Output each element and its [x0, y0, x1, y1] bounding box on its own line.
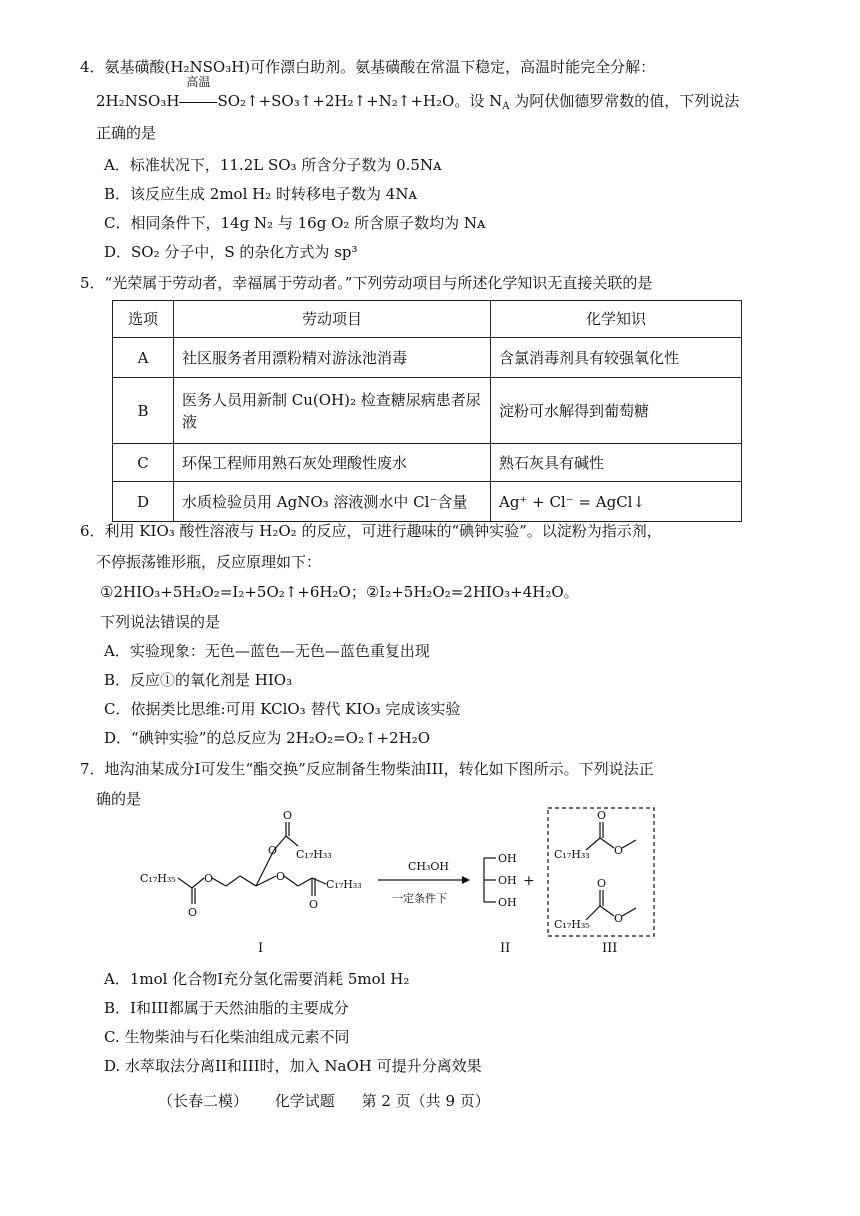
q7-option-a: A．1mol 化合物I充分氢化需要消耗 5mol H₂ [104, 970, 410, 988]
q5-table-header-row [113, 301, 742, 338]
q5-row-c-task: 环保工程师用熟石灰处理酸性废水 [174, 444, 491, 482]
q7-option-b: B．I和III都属于天然油脂的主要成分 [104, 999, 349, 1017]
compound-1-chain-c17h33-right: C₁₇H₃₃ [326, 878, 362, 891]
compound-1-chain-c17h35: C₁₇H₃₅ [140, 872, 176, 885]
q4-reaction-left: 2H₂NSO₃H [96, 92, 180, 110]
q4-option-a: A．标准状况下，11.2L SO₃ 所含分子数为 0.5Nᴀ [104, 156, 442, 174]
q5-row-d-task: 水质检验员用 AgNO₃ 溶液测水中 Cl⁻含量 [174, 482, 491, 522]
q4-stem-line1: 4．氨基磺酸(H₂NSO₃H)可作漂白助剂。氨基磺酸在常温下稳定，高温时能完全分解： [80, 58, 656, 76]
q5-table-row [113, 444, 742, 482]
q4-reaction-condition: 高温 [186, 75, 211, 89]
compound-1-ester-o-3: O [276, 870, 286, 883]
q5-row-b-knowledge: 淀粉可水解得到葡萄糖 [491, 378, 742, 444]
footer-subject: 化学试题 [274, 1092, 335, 1110]
compound-1-ester-o-1: O [204, 872, 214, 885]
q5-row-b-task: 医务人员用新制 Cu(OH)₂ 检查糖尿病患者尿液 [174, 378, 491, 444]
q5-row-a-option: A [113, 338, 174, 378]
q4-reaction-arrow [179, 75, 217, 112]
q5-header-task: 劳动项目 [174, 301, 491, 338]
footer-page-number: 第 2 页（共 9 页） [361, 1092, 490, 1110]
footer-source: （长春二模） [158, 1092, 249, 1110]
compound-1-carbonyl-o-3: O [309, 898, 319, 911]
page-footer [158, 1090, 512, 1111]
compound-2-oh-2: OH [498, 874, 517, 887]
compound-3-carbonyl-o-2: O [597, 877, 607, 890]
q6-option-c: C．依据类比思维:可用 KClO₃ 替代 KIO₃ 完成该实验 [104, 700, 461, 718]
q4-na-subscript: A [502, 101, 510, 112]
q5-row-d-knowledge: Ag⁺ + Cl⁻ = AgCl↓ [491, 482, 742, 522]
compound-1-carbonyl-o-1: O [188, 906, 198, 919]
q5-row-a-knowledge: 含氯消毒剂具有较强氧化性 [491, 338, 742, 378]
q5-table [112, 300, 742, 522]
compound-3-chain-c17h33: C₁₇H₃₃ [554, 848, 590, 861]
compound-3-carbonyl-o-1: O [597, 809, 607, 822]
q7-stem-line1: 7．地沟油某成分I可发生“酯交换”反应制备生物柴油III，转化如下图所示。下列说法正 [80, 760, 654, 778]
q5-table-row [113, 338, 742, 378]
reaction-arrow [378, 876, 470, 884]
compound-3-ester-o-2: O [614, 912, 624, 925]
q4-option-c: C．相同条件下，14g N₂ 与 16g O₂ 所含原子数均为 Nᴀ [104, 214, 486, 232]
compound-3-ester-o-1: O [614, 844, 624, 857]
plus-sign: + [523, 873, 535, 889]
compound-3-chain-c17h35: C₁₇H₃₅ [554, 918, 590, 931]
q6-equations: ①2HIO₃+5H₂O₂=I₂+5O₂↑+6H₂O；②I₂+5H₂O₂=2HIO₃+4H₂O。 [100, 583, 579, 601]
q7-option-c: C. 生物柴油与石化柴油组成元素不同 [104, 1028, 350, 1046]
q5-row-c-option: C [113, 444, 174, 482]
q7-reaction-diagram [140, 806, 670, 956]
q4-option-b: B．该反应生成 2mol H₂ 时转移电子数为 4Nᴀ [104, 185, 417, 203]
q4-reaction-right: SO₂↑+SO₃↑+2H₂↑+N₂↑+H₂O。设 N [217, 92, 503, 110]
compound-2-oh-3: OH [498, 896, 517, 909]
reaction-condition: 一定条件下 [392, 892, 447, 905]
compound-1-ester-o-2: O [268, 844, 278, 857]
q6-option-d: D．“碘钟实验”的总反应为 2H₂O₂=O₂↑+2H₂O [104, 729, 431, 747]
q7-stem-line2: 确的是 [96, 790, 142, 808]
q6-stem-line2: 不停振荡锥形瓶，反应原理如下： [96, 553, 322, 571]
compound-1-carbonyl-o-2: O [283, 809, 293, 822]
q6-option-a: A．实验现象：无色—蓝色—无色—蓝色重复出现 [104, 642, 430, 660]
q5-row-d-option: D [113, 482, 174, 522]
compound-1-structure [178, 822, 326, 904]
q5-header-knowledge: 化学知识 [491, 301, 742, 338]
compound-3-box [548, 808, 654, 936]
q5-row-c-knowledge: 熟石灰具有碱性 [491, 444, 742, 482]
compound-1-label: I [258, 941, 264, 956]
q6-question: 下列说法错误的是 [100, 613, 221, 631]
q5-stem: 5．“光荣属于劳动者，幸福属于劳动者。”下列劳动项目与所述化学知识无直接关联的是 [80, 274, 653, 292]
q5-table-row [113, 378, 742, 444]
compound-1-chain-c17h33-top: C₁₇H₃₃ [296, 848, 332, 861]
q5-table-row [113, 482, 742, 522]
q4-stem-line3: 正确的是 [96, 124, 157, 142]
reaction-reagent: CH₃OH [408, 860, 450, 873]
q5-row-a-task: 社区服务者用漂粉精对游泳池消毒 [174, 338, 491, 378]
q5-header-option: 选项 [113, 301, 174, 338]
q4-option-d: D．SO₂ 分子中，S 的杂化方式为 sp³ [104, 243, 358, 261]
q5-row-b-option: B [113, 378, 174, 444]
compound-2-structure [484, 858, 496, 902]
compound-3-label: III [602, 941, 618, 956]
compound-2-label: II [500, 941, 511, 956]
q7-option-d: D. 水萃取法分离II和III时，加入 NaOH 可提升分离效果 [104, 1057, 482, 1075]
q6-option-b: B．反应①的氧化剂是 HIO₃ [104, 671, 293, 689]
q4-reaction-line [96, 75, 740, 118]
compound-3-structure [586, 822, 636, 920]
q4-stem-line2-tail: 为阿伏伽德罗常数的值，下列说法 [509, 92, 740, 110]
q6-stem-line1: 6．利用 KIO₃ 酸性溶液与 H₂O₂ 的反应，可进行趣味的“碘钟实验”。以淀粉为指示剂， [80, 522, 662, 540]
compound-2-oh-1: OH [498, 852, 517, 865]
